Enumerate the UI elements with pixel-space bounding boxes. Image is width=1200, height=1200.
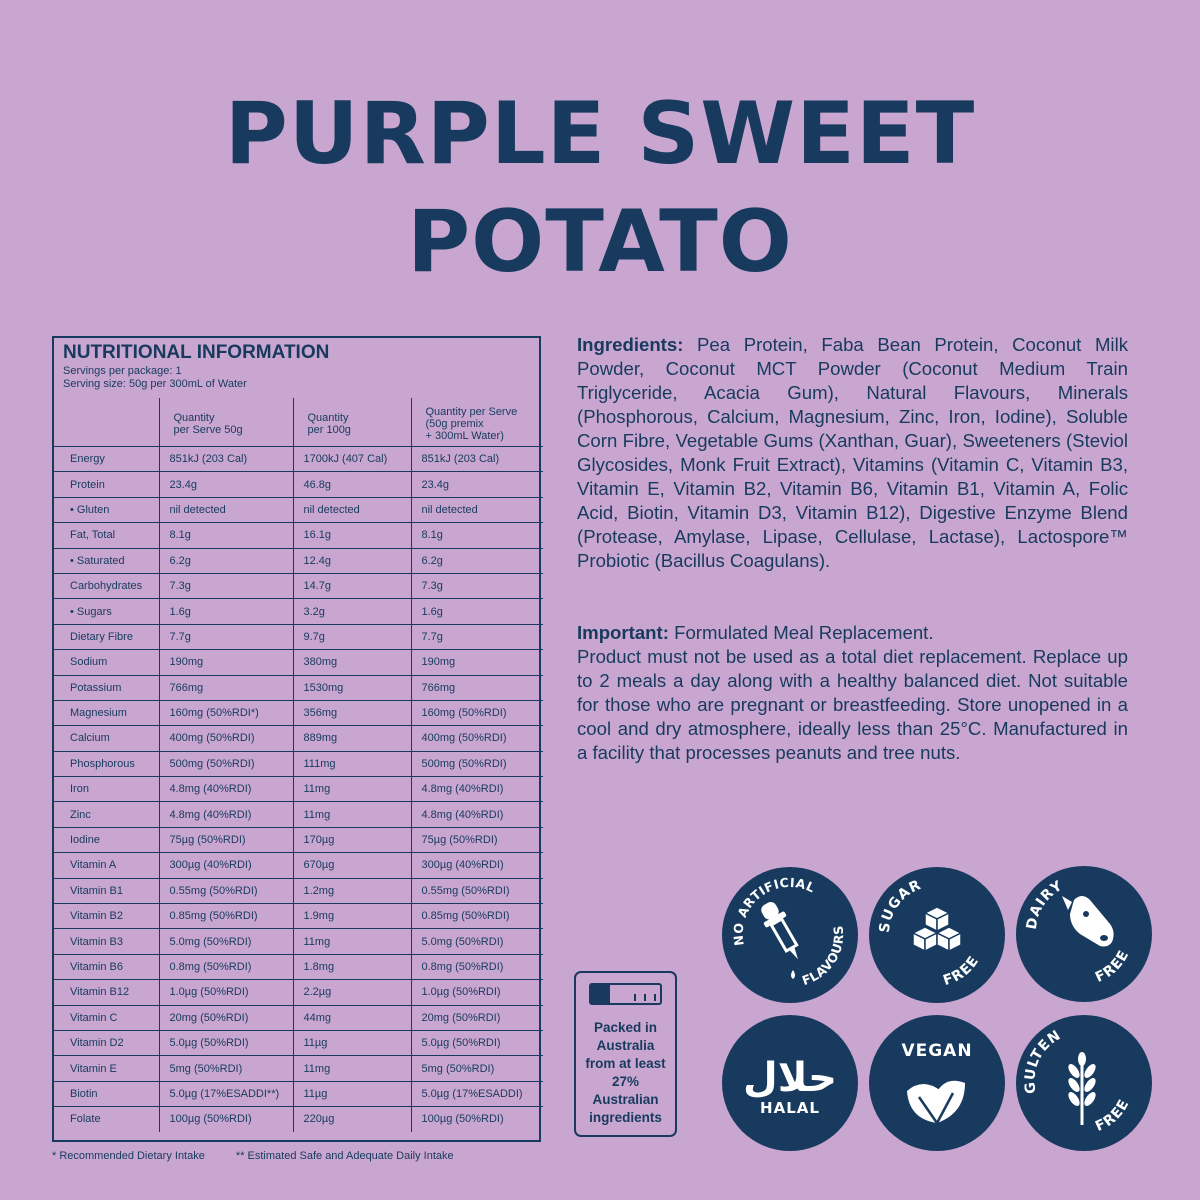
ingredients-label: Ingredients: xyxy=(577,334,684,355)
nutrient-value: 1700kJ (407 Cal) xyxy=(293,447,411,472)
nutrition-table xyxy=(54,398,543,1132)
nutrient-value: 4.8mg (40%RDI) xyxy=(159,777,293,802)
nutrient-value: 7.3g xyxy=(159,573,293,598)
cow-icon xyxy=(1016,866,1152,1002)
footnote-rdi: * Recommended Dietary Intake xyxy=(52,1150,205,1162)
nutrient-value: 4.8mg (40%RDI) xyxy=(411,777,543,802)
nutrient-label: Sodium xyxy=(54,650,159,675)
nutrient-label: Zinc xyxy=(54,802,159,827)
nutrient-value: 1.2mg xyxy=(293,878,411,903)
nutrient-value: 500mg (50%RDI) xyxy=(159,751,293,776)
nutrient-value: 5mg (50%RDI) xyxy=(159,1056,293,1081)
nutrient-value: 11mg xyxy=(293,777,411,802)
nutrient-label: Vitamin E xyxy=(54,1056,159,1081)
nutrient-value: 23.4g xyxy=(159,472,293,497)
nutrition-row xyxy=(54,726,543,751)
nutrient-value: 0.55mg (50%RDI) xyxy=(411,878,543,903)
nutrient-value: 5mg (50%RDI) xyxy=(411,1056,543,1081)
nutrition-row xyxy=(54,878,543,903)
nutrition-row xyxy=(54,1030,543,1055)
nutrient-value: 11µg xyxy=(293,1030,411,1055)
nutrient-value: 46.8g xyxy=(293,472,411,497)
nutrient-value: nil detected xyxy=(293,497,411,522)
ingredients-paragraph xyxy=(577,333,1128,573)
australian-content-bar xyxy=(589,983,662,1005)
important-label: Important: xyxy=(577,622,669,643)
sugar-cubes-icon xyxy=(869,867,1005,1003)
nutrition-column-header: Quantity per Serve (50g premix + 300mL Water) xyxy=(411,398,543,447)
nutrient-value: 5.0µg (50%RDI) xyxy=(159,1030,293,1055)
nutrient-value: 0.8mg (50%RDI) xyxy=(159,954,293,979)
halal-label: HALAL xyxy=(760,1099,820,1117)
gluten-free-badge xyxy=(1016,1015,1152,1151)
nutrient-value: 11mg xyxy=(293,802,411,827)
badge-dairy-bottom-text: FREE xyxy=(1092,947,1133,986)
nutrient-value: 1.0µg (50%RDI) xyxy=(411,980,543,1005)
nutrient-value: 0.55mg (50%RDI) xyxy=(159,878,293,903)
australian-badge-text: Packed in Australia from at least 27% Australian ingredients xyxy=(585,1020,666,1125)
nutrient-value: 9.7g xyxy=(293,624,411,649)
nutrient-value: 44mg xyxy=(293,1005,411,1030)
badge-no-artificial-bottom-text: FLAVOURS xyxy=(800,924,847,989)
nutrient-value: 3.2g xyxy=(293,599,411,624)
nutrition-row xyxy=(54,751,543,776)
nutrient-value: 160mg (50%RDI) xyxy=(411,700,543,725)
nutrient-value: 1.8mg xyxy=(293,954,411,979)
nutrient-label: Vitamin C xyxy=(54,1005,159,1030)
nutrient-value: 16.1g xyxy=(293,523,411,548)
nutrient-value: 400mg (50%RDI) xyxy=(159,726,293,751)
nutrition-row xyxy=(54,548,543,573)
nutrient-value: 500mg (50%RDI) xyxy=(411,751,543,776)
nutrient-value: 100µg (50%RDI) xyxy=(411,1107,543,1132)
svg-text:FREE xyxy=(1093,1096,1133,1134)
nutrient-value: 0.85mg (50%RDI) xyxy=(159,904,293,929)
nutrient-value: 851kJ (203 Cal) xyxy=(411,447,543,472)
nutrient-label: Energy xyxy=(54,447,159,472)
sugar-free-badge xyxy=(869,867,1005,1003)
nutrition-row xyxy=(54,1081,543,1106)
nutrient-value: 220µg xyxy=(293,1107,411,1132)
nutrition-row xyxy=(54,1005,543,1030)
nutrient-value: 4.8mg (40%RDI) xyxy=(411,802,543,827)
nutrient-value: 4.8mg (40%RDI) xyxy=(159,802,293,827)
nutrient-value: 7.7g xyxy=(159,624,293,649)
nutrient-label: Iron xyxy=(54,777,159,802)
nutrient-value: 160mg (50%RDI*) xyxy=(159,700,293,725)
nutrient-value: 5.0µg (17%ESADDI) xyxy=(411,1081,543,1106)
nutrient-label: Biotin xyxy=(54,1081,159,1106)
nutrition-row xyxy=(54,447,543,472)
nutrient-value: 0.85mg (50%RDI) xyxy=(411,904,543,929)
nutrient-value: 75µg (50%RDI) xyxy=(411,827,543,852)
svg-text:GULTEN xyxy=(1022,1027,1064,1094)
nutrient-value: 170µg xyxy=(293,827,411,852)
vegan-badge xyxy=(869,1015,1005,1151)
nutrient-label: Vitamin B3 xyxy=(54,929,159,954)
nutrient-value: 190mg xyxy=(411,650,543,675)
nutrition-row xyxy=(54,954,543,979)
nutrition-row xyxy=(54,573,543,598)
nutrient-label: Vitamin B2 xyxy=(54,904,159,929)
nutrient-value: 0.8mg (50%RDI) xyxy=(411,954,543,979)
badge-sugar-bottom-text: FREE xyxy=(941,952,983,990)
nutrition-row xyxy=(54,904,543,929)
nutrient-value: 300µg (40%RDI) xyxy=(411,853,543,878)
badge-dairy-top-text: DAIRY xyxy=(1023,877,1066,931)
product-title-line1: PURPLE SWEET xyxy=(224,84,976,184)
nutrient-label: Vitamin A xyxy=(54,853,159,878)
nutrient-value: 851kJ (203 Cal) xyxy=(159,447,293,472)
nutrient-label: Fat, Total xyxy=(54,523,159,548)
nutrient-label: • Sugars xyxy=(54,599,159,624)
no-artificial-flavours-badge xyxy=(722,867,858,1003)
nutrient-value: 1.6g xyxy=(159,599,293,624)
nutrition-row xyxy=(54,472,543,497)
nutrient-value: 7.3g xyxy=(411,573,543,598)
nutrition-row xyxy=(54,1056,543,1081)
footnote-esaddi: ** Estimated Safe and Adequate Daily Intake xyxy=(235,1150,454,1162)
svg-text:DAIRY xyxy=(1024,878,1066,931)
wheat-icon xyxy=(1016,1015,1152,1151)
nutrient-value: 20mg (50%RDI) xyxy=(411,1005,543,1030)
nutrient-value: 1.6g xyxy=(411,599,543,624)
nutrient-value: 100µg (50%RDI) xyxy=(159,1107,293,1132)
nutrition-column-header: Quantity per Serve 50g xyxy=(159,398,293,447)
nutrition-header xyxy=(54,338,539,398)
nutrient-value: 11mg xyxy=(293,929,411,954)
nutrition-row xyxy=(54,624,543,649)
nutrition-row xyxy=(54,827,543,852)
nutrition-row xyxy=(54,523,543,548)
halal-badge xyxy=(722,1015,858,1151)
nutrient-label: Folate xyxy=(54,1107,159,1132)
nutrient-value: 11mg xyxy=(293,1056,411,1081)
nutrient-label: Vitamin D2 xyxy=(54,1030,159,1055)
nutrient-value: 5.0mg (50%RDI) xyxy=(411,929,543,954)
australian-content-fill xyxy=(591,985,610,1003)
nutrient-label: Calcium xyxy=(54,726,159,751)
nutrition-row xyxy=(54,929,543,954)
australian-made-badge xyxy=(574,971,677,1137)
nutrient-value: 8.1g xyxy=(411,523,543,548)
svg-text:FLAVOURS xyxy=(800,925,846,989)
nutrient-value: 670µg xyxy=(293,853,411,878)
nutrient-value: 1.0µg (50%RDI) xyxy=(159,980,293,1005)
nutrient-value: 356mg xyxy=(293,700,411,725)
nutrient-value: nil detected xyxy=(159,497,293,522)
nutrition-heading: NUTRITIONAL INFORMATION xyxy=(63,342,330,363)
nutrient-value: 14.7g xyxy=(293,573,411,598)
nutrition-row xyxy=(54,497,543,522)
nutrition-column-header xyxy=(54,398,159,447)
nutrition-row xyxy=(54,650,543,675)
nutrient-value: 12.4g xyxy=(293,548,411,573)
nutrient-value: 5.0mg (50%RDI) xyxy=(159,929,293,954)
nutrient-value: 190mg xyxy=(159,650,293,675)
nutrient-value: 23.4g xyxy=(411,472,543,497)
nutrition-row xyxy=(54,802,543,827)
ingredients-text: Pea Protein, Faba Bean Protein, Coconut Milk Powder, Coconut MCT Powder (Coconut Medium Train Triglyceride, Acacia Gum), Natural Flavours, Minerals (Phosphorous, Calcium, Magnesium, Zinc, Iron, Iodine), Soluble Corn Fibre, Vegetable Gums (Xanthan, Guar), Sweeteners (Steviol Glycosides, Monk Fruit Extract), Vitamins (Vitamin C, Vitamin B3, Vitamin E, Vitamin B2, Vitamin B6, Vitamin B1, Vitamin A, Folic Acid, Biotin, Vitamin D3, Vitamin B12), Digestive Enzyme Blend (Protease, Amylase, Lipase, Cellulase, Lactase), Lactospore™ Probiotic (Bacillus Coagulans). xyxy=(577,334,1128,571)
nutrient-value: 889mg xyxy=(293,726,411,751)
nutrient-value: 1530mg xyxy=(293,675,411,700)
svg-text:FREE xyxy=(941,953,982,989)
nutrient-value: 380mg xyxy=(293,650,411,675)
nutrient-label: Vitamin B1 xyxy=(54,878,159,903)
halal-icon xyxy=(722,1015,858,1151)
nutrient-value: 300µg (40%RDI) xyxy=(159,853,293,878)
nutrient-label: Dietary Fibre xyxy=(54,624,159,649)
product-title xyxy=(0,80,1200,296)
nutrient-label: Magnesium xyxy=(54,700,159,725)
nutrient-value: 6.2g xyxy=(159,548,293,573)
nutrient-label: Vitamin B6 xyxy=(54,954,159,979)
nutrient-value: 1.9mg xyxy=(293,904,411,929)
badge-sugar-top-text: SUGAR xyxy=(876,876,925,934)
important-paragraph xyxy=(577,621,1128,765)
nutrition-row xyxy=(54,853,543,878)
nutrient-value: 75µg (50%RDI) xyxy=(159,827,293,852)
nutrient-value: 5.0µg (17%ESADDI**) xyxy=(159,1081,293,1106)
nutrient-value: 5.0µg (50%RDI) xyxy=(411,1030,543,1055)
nutrient-value: 766mg xyxy=(159,675,293,700)
australian-content-ticks xyxy=(634,994,656,1001)
nutrient-label: Potassium xyxy=(54,675,159,700)
nutrition-row xyxy=(54,1107,543,1132)
nutrition-row xyxy=(54,777,543,802)
nutrient-label: Vitamin B12 xyxy=(54,980,159,1005)
product-title-line2: POTATO xyxy=(407,192,793,292)
leaves-icon xyxy=(869,1015,1005,1151)
important-text: Product must not be used as a total diet replacement. Replace up to 2 meals a day along with a healthy balanced diet. Not suitable for those who are pregnant or breastfeeding. Store unopened in a cool and dry atmosphere, ideally less than 25°C. Manufactured in a facility that processes peanuts and tree nuts. xyxy=(577,646,1128,763)
nutrition-row xyxy=(54,700,543,725)
nutrient-value: 111mg xyxy=(293,751,411,776)
nutrient-label: Phosphorous xyxy=(54,751,159,776)
footnotes xyxy=(52,1150,482,1162)
servings-per-package: Servings per package: 1 xyxy=(63,365,182,377)
nutrition-row xyxy=(54,599,543,624)
dropper-icon xyxy=(722,867,858,1003)
nutrient-value: 2.2µg xyxy=(293,980,411,1005)
nutrient-label: Carbohydrates xyxy=(54,573,159,598)
badge-no-artificial-top-text: NO ARTIFICIAL xyxy=(730,874,818,947)
nutrient-label: Protein xyxy=(54,472,159,497)
badge-gluten-bottom-text: FREE xyxy=(1093,1096,1133,1135)
svg-text:FREE xyxy=(1093,947,1133,986)
nutrient-value: 11µg xyxy=(293,1081,411,1106)
nutrient-value: 400mg (50%RDI) xyxy=(411,726,543,751)
nutrient-value: 7.7g xyxy=(411,624,543,649)
nutrient-value: 20mg (50%RDI) xyxy=(159,1005,293,1030)
halal-arabic-text: حلال xyxy=(743,1055,837,1101)
svg-text:SUGAR xyxy=(877,877,924,934)
nutrition-row xyxy=(54,675,543,700)
nutrient-value: 8.1g xyxy=(159,523,293,548)
nutrition-table-header xyxy=(54,398,543,447)
dairy-free-badge xyxy=(1016,866,1152,1002)
nutrient-label: • Saturated xyxy=(54,548,159,573)
nutrition-row xyxy=(54,980,543,1005)
important-subtitle: Formulated Meal Replacement. xyxy=(668,622,934,643)
vegan-label: VEGAN xyxy=(901,1041,973,1061)
nutrient-label: • Gluten xyxy=(54,497,159,522)
nutrient-value: 766mg xyxy=(411,675,543,700)
nutrient-label: Iodine xyxy=(54,827,159,852)
serving-size: Serving size: 50g per 300mL of Water xyxy=(63,378,247,390)
nutrient-value: nil detected xyxy=(411,497,543,522)
badge-gluten-top-text: GULTEN xyxy=(1022,1027,1065,1095)
nutrition-panel xyxy=(52,336,541,1142)
nutrient-value: 6.2g xyxy=(411,548,543,573)
nutrition-column-header: Quantity per 100g xyxy=(293,398,411,447)
